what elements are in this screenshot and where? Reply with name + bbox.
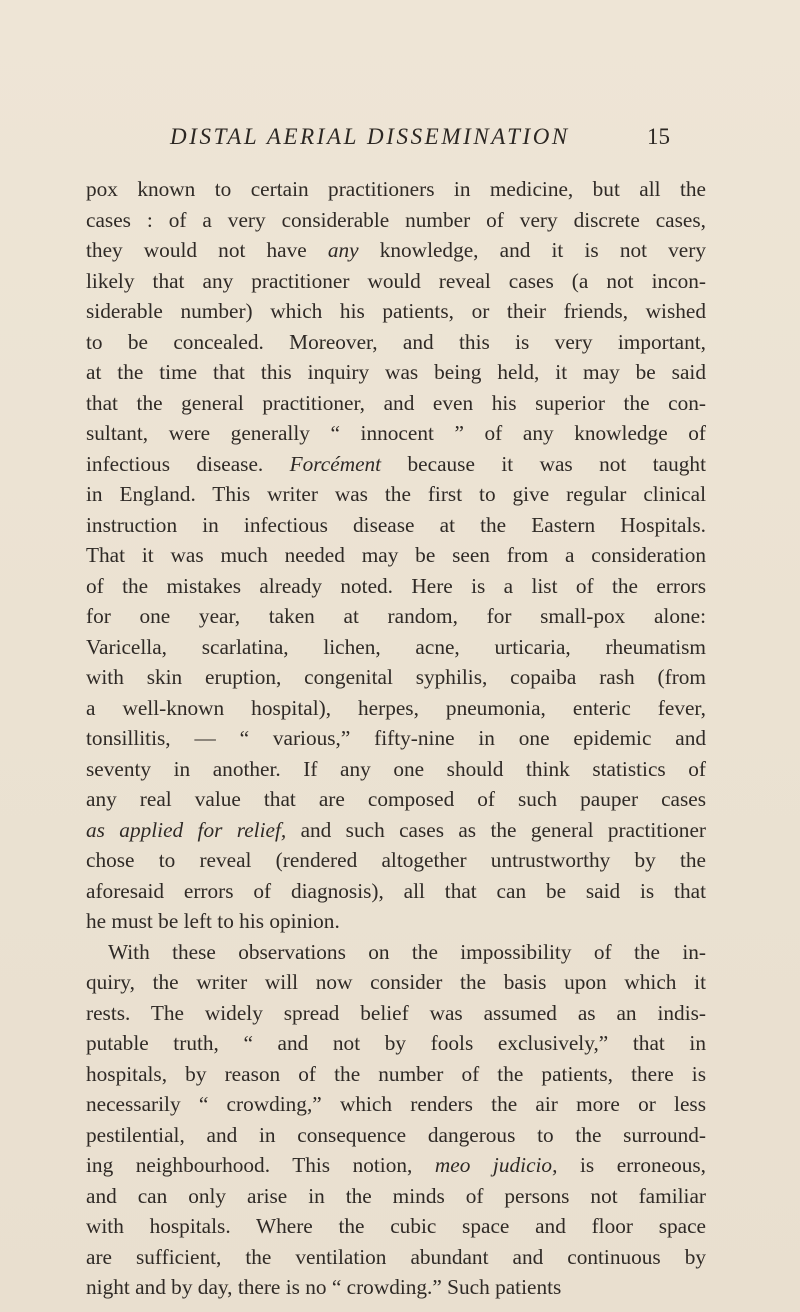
text-line: at the time that this inquiry was being held, it may be said [86,360,706,384]
text-line: aforesaid errors of diagnosis), all that can be said is that [86,878,706,903]
running-head [170,124,690,154]
running-title: DISTAL AERIAL DISSEMINATION [170,124,570,149]
text-line: in England. This writer was the first to give regular clinical [86,482,706,506]
text-line: pestilential, and in consequence dangerous to the surround- [86,1122,706,1147]
text-line: cases : of a very considerable number of very discrete cases, [86,207,706,232]
text-line: That it was much needed may be seen from a consideration [86,543,706,567]
text-line: putable truth, “ and not by fools exclusively,” that in [86,1031,706,1055]
text-line: tonsillitis, — “ various,” fifty-nine in one epidemic and [86,726,706,750]
text-line: With these observations on the impossibility of the in- [108,939,706,964]
text-line: pox known to certain practitioners in medicine, but all the [86,177,706,201]
text-line: with hospitals. Where the cubic space and floor space [86,1214,706,1238]
text-line: Varicella, scarlatina, lichen, acne, urticaria, rheumatism [86,634,706,659]
text-line: a well-known hospital), herpes, pneumonia, enteric fever, [86,695,706,720]
text-line: ing neighbourhood. This notion, meo judicio, is erroneous, [86,1153,706,1177]
text-line: as applied for relief, and such cases as the general practitioner [86,817,706,842]
text-line: hospitals, by reason of the number of the patients, there is [86,1061,706,1086]
text-line: for one year, taken at random, for small-pox alone: [86,604,706,628]
text-line: any real value that are composed of such pauper cases [86,787,706,811]
text-line: instruction in infectious disease at the Eastern Hospitals. [86,512,706,537]
body-text [86,174,706,1303]
text-line: they would not have any knowledge, and it is not very [86,238,707,262]
text-line: quiry, the writer will now consider the basis upon which it [86,970,706,994]
text-line: with skin eruption, congenital syphilis, copaiba rash (from [86,665,706,689]
text-line: sultant, were generally “ innocent ” of any knowledge of [86,421,706,445]
text-line: that the general practitioner, and even his superior the con- [86,390,706,415]
text-line: necessarily “ crowding,” which renders the air more or less [86,1092,706,1116]
text-line: night and by day, there is no “ crowding.” Such patients [86,1275,562,1299]
text-line: to be concealed. Moreover, and this is very important, [86,329,706,354]
text-line: of the mistakes already noted. Here is a list of the errors [86,573,706,598]
text-line: likely that any practitioner would reveal cases (a not incon- [86,268,706,293]
text-line: siderable number) which his patients, or their friends, wished [86,299,706,323]
text-line: rests. The widely spread belief was assumed as an indis- [86,1000,706,1025]
text-line: and can only arise in the minds of persons not familiar [86,1183,706,1208]
text-line: infectious disease. Forcément because it was not taught [86,451,706,476]
text-line: chose to reveal (rendered altogether untrustworthy by the [86,848,706,872]
page-number: 15 [647,124,670,149]
text-line: seventy in another. If any one should think statistics of [86,756,706,781]
text-line: are sufficient, the ventilation abundant and continuous by [86,1244,706,1269]
text-line: he must be left to his opinion. [86,909,340,933]
